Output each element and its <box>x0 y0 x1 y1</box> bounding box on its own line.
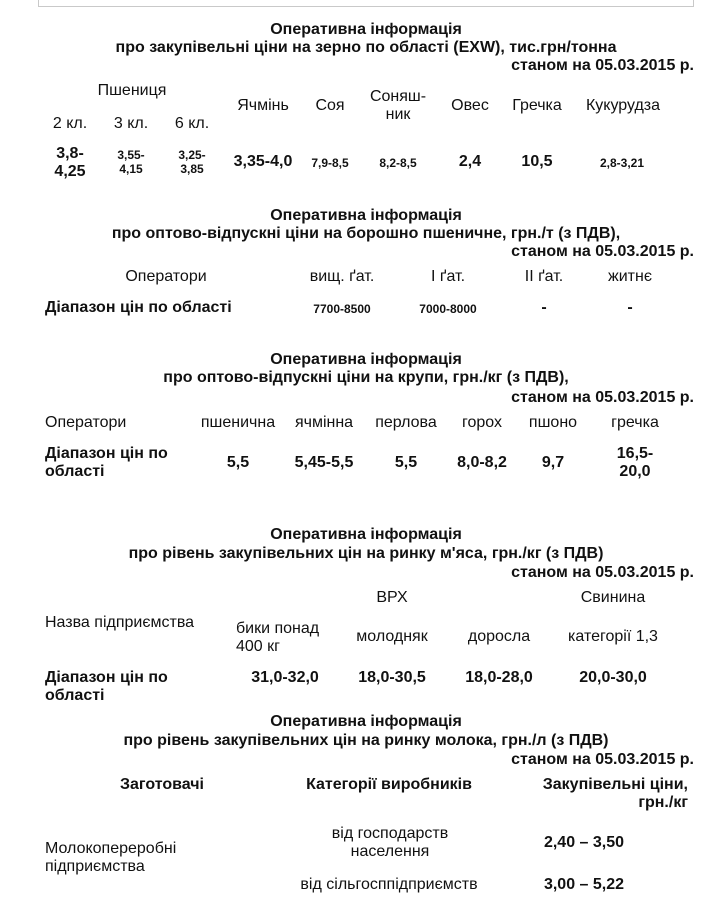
groats-header-operators: Оператори <box>45 414 127 431</box>
grain-value-barley: 3,35-4,0 <box>233 153 293 170</box>
flour-value-grade1: 7000-8000 <box>419 302 477 316</box>
meat-value-category: 20,0-30,0 <box>579 669 647 686</box>
grain-header-corn: Кукурудза <box>585 97 661 114</box>
groats-value-barley: 5,45-5,5 <box>294 454 354 471</box>
meat-value-adult: 18,0-28,0 <box>465 669 533 686</box>
groats-value-wheat: 5,5 <box>226 454 250 471</box>
milk-title: Оперативна інформація <box>270 713 462 730</box>
grain-header-class3: 3 кл. <box>113 115 149 132</box>
grain-value-soy: 7,9-8,5 <box>311 156 349 170</box>
groats-value-peas: 8,0-8,2 <box>457 454 507 471</box>
grain-header-sunflower: Соняш- ник <box>369 88 427 123</box>
flour-header-operators: Оператори <box>125 268 207 285</box>
milk-row-label: Молокопереробні підприємства <box>45 840 177 875</box>
groats-header-buckwheat: гречка <box>611 414 659 431</box>
grain-value-class2: 3,8- 4,25 <box>54 145 86 180</box>
meat-header-category: категорії 1,3 <box>568 628 658 645</box>
meat-group-cattle: ВРХ <box>376 589 408 606</box>
groats-header-wheat: пшенична <box>200 414 276 431</box>
grain-header-soy: Соя <box>315 97 345 114</box>
flour-header-grade2: II ґат. <box>524 268 564 285</box>
meat-title: Оперативна інформація <box>270 526 462 543</box>
groats-value-millet: 9,7 <box>541 454 565 471</box>
grain-header-oats: Овес <box>451 97 489 114</box>
flour-header-grade1: I ґат. <box>430 268 466 285</box>
page-frame <box>38 0 694 7</box>
meat-header-adult: доросла <box>467 628 531 645</box>
grain-subtitle: про закупівельні ціни на зерно по області (EXW), тис.грн/тонна <box>115 39 617 56</box>
grain-value-class6: 3,25- 3,85 <box>178 148 206 176</box>
grain-value-class3: 3,55- 4,15 <box>117 148 145 176</box>
milk-header-prices: Закупівельні ціни, грн./кг <box>542 776 688 811</box>
grain-value-buckwheat: 10,5 <box>521 153 553 170</box>
grain-header-class2: 2 кл. <box>52 115 88 132</box>
flour-value-rye: - <box>627 299 633 316</box>
groats-title: Оперативна інформація <box>270 351 462 368</box>
meat-value-bulls: 31,0-32,0 <box>251 669 319 686</box>
meat-subtitle: про рівень закупівельних цін на ринку м'яса, грн./кг (з ПДВ) <box>128 545 604 562</box>
grain-header-barley: Ячмінь <box>237 97 289 114</box>
groats-header-pearl: перлова <box>375 414 437 431</box>
milk-price-enterprises: 3,00 – 5,22 <box>543 876 625 893</box>
milk-category-households: від господарств населення <box>331 825 449 860</box>
flour-title: Оперативна інформація <box>270 207 462 224</box>
meat-header-name: Назва підприємства <box>45 614 195 631</box>
flour-value-grade2: - <box>541 299 547 316</box>
grain-value-corn: 2,8-3,21 <box>599 156 645 170</box>
groats-header-barley: ячмінна <box>294 414 354 431</box>
groats-row-label: Діапазон цін по області <box>45 445 168 480</box>
flour-value-premium: 7700-8500 <box>313 302 371 316</box>
meat-header-young: молодняк <box>356 628 428 645</box>
grain-value-oats: 2,4 <box>458 153 482 170</box>
flour-header-rye: житнє <box>608 268 652 285</box>
groats-header-peas: горох <box>462 414 502 431</box>
milk-header-categories: Категорії виробників <box>306 776 472 793</box>
groats-subtitle: про оптово-відпускні ціни на крупи, грн./кг (з ПДВ), <box>163 369 569 386</box>
grain-group-wheat: Пшениця <box>97 82 167 99</box>
milk-header-procurers: Заготовачі <box>119 776 205 793</box>
flour-date: станом на 05.03.2015 р. <box>511 243 694 260</box>
meat-row-label: Діапазон цін по області <box>45 669 168 704</box>
grain-date: станом на 05.03.2015 р. <box>511 57 694 74</box>
meat-header-bulls: бики понад 400 кг <box>236 620 320 655</box>
grain-header-class6: 6 кл. <box>174 115 210 132</box>
milk-category-enterprises: від сільгосппідприємств <box>300 876 478 893</box>
groats-value-pearl: 5,5 <box>394 454 418 471</box>
milk-price-households: 2,40 – 3,50 <box>543 834 625 851</box>
groats-value-buckwheat: 16,5- 20,0 <box>616 445 654 480</box>
flour-row-label: Діапазон цін по області <box>45 299 232 316</box>
grain-value-sunflower: 8,2-8,5 <box>379 156 417 170</box>
milk-date: станом на 05.03.2015 р. <box>511 751 694 768</box>
groats-header-millet: пшоно <box>528 414 578 431</box>
milk-subtitle: про рівень закупівельних цін на ринку молока, грн./л (з ПДВ) <box>123 732 609 749</box>
meat-date: станом на 05.03.2015 р. <box>511 564 694 581</box>
flour-header-premium: вищ. ґат. <box>309 268 375 285</box>
groats-date: станом на 05.03.2015 р. <box>511 389 694 406</box>
meat-value-young: 18,0-30,5 <box>358 669 426 686</box>
meat-group-pork: Свинина <box>580 589 646 606</box>
flour-subtitle: про оптово-відпускні ціни на борошно пшеничне, грн./т (з ПДВ), <box>111 225 621 242</box>
grain-title: Оперативна інформація <box>270 21 462 38</box>
grain-header-buckwheat: Гречка <box>512 97 562 114</box>
